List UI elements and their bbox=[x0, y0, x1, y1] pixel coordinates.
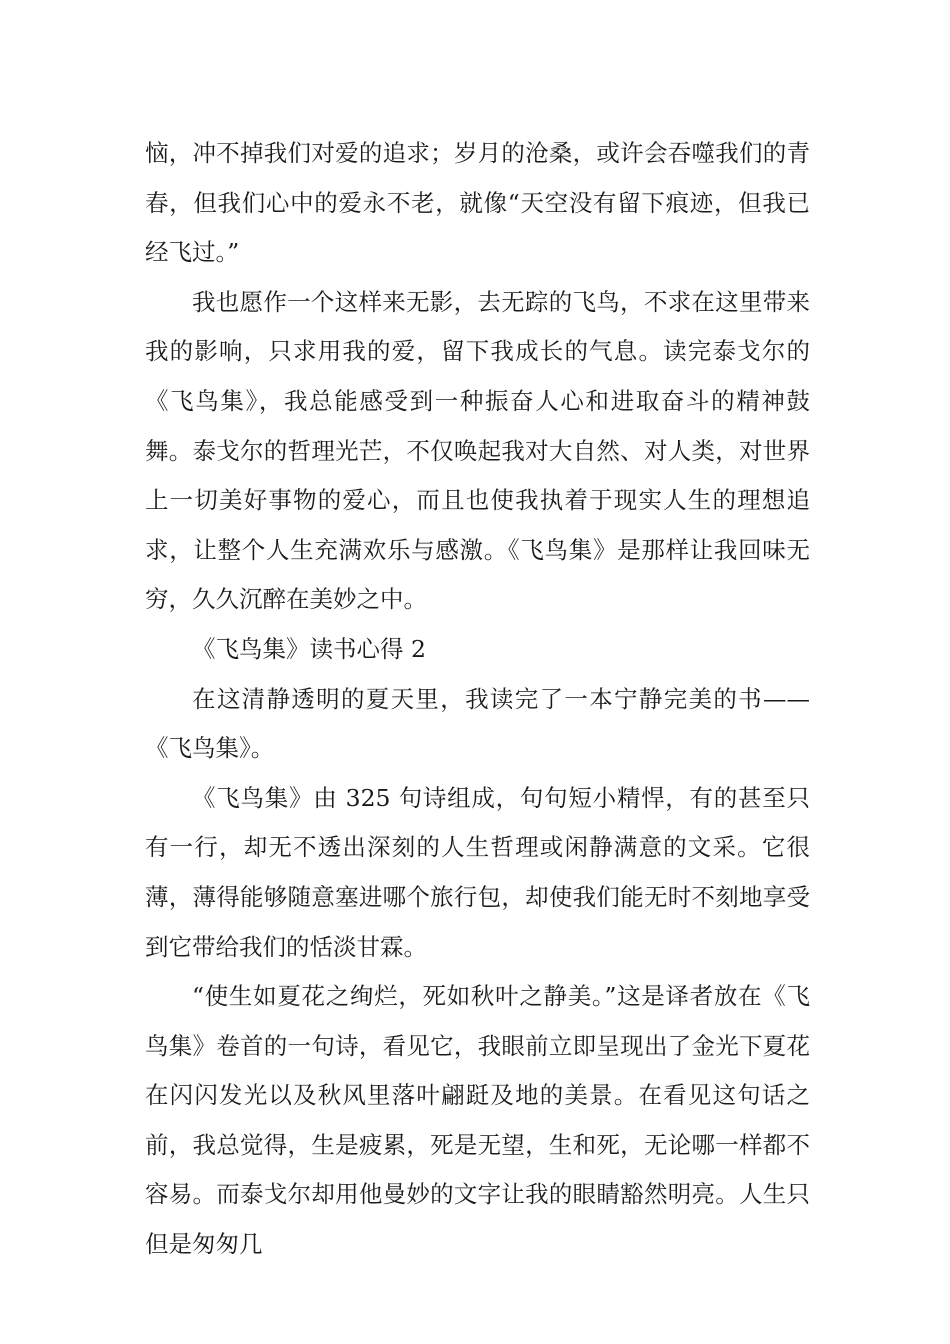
paragraph-1: 恼，冲不掉我们对爱的追求；岁月的沧桑，或许会吞噬我们的青春，但我们心中的爱永不老，就像“天空没有留下痕迹，但我已经飞过。” bbox=[145, 139, 810, 267]
paragraph-5: “使生如夏花之绚烂，死如秋叶之静美。”这是译者放在《飞鸟集》卷首的一句诗，看见它，我眼前立即呈现出了金光下夏花在闪闪发光以及秋风里落叶翩跹及地的美景。在看见这句话之前，我总觉得，生是疲累，死是无望，生和死，无论哪一样都不容易。而泰戈尔却用他曼妙的文字让我的眼睛豁然明亮。人生只但是匆匆几 bbox=[145, 982, 810, 1259]
section-heading: 《飞鸟集》读书心得 2 bbox=[192, 634, 426, 663]
document-body bbox=[145, 129, 810, 1270]
paragraph-4: 《飞鸟集》由 325 句诗组成，句句短小精悍，有的甚至只有一行，却无不透出深刻的人生哲理或闲静满意的文采。它很薄，薄得能够随意塞进哪个旅行包，却使我们能无时不刻地享受到它带给我们的恬淡甘霖。 bbox=[145, 783, 810, 961]
paragraph-2: 我也愿作一个这样来无影，去无踪的飞鸟，不求在这里带来我的影响，只求用我的爱，留下我成长的气息。读完泰戈尔的《飞鸟集》，我总能感受到一种振奋人心和进取奋斗的精神鼓舞。泰戈尔的哲理光芒，不仅唤起我对大自然、对人类，对世界上一切美好事物的爱心，而且也使我执着于现实人生的理想追求，让整个人生充满欢乐与感激。《飞鸟集》是那样让我回味无穷，久久沉醉在美妙之中。 bbox=[145, 287, 810, 614]
paragraph-3: 在这清静透明的夏天里，我读完了一本宁静完美的书——《飞鸟集》。 bbox=[145, 684, 810, 763]
